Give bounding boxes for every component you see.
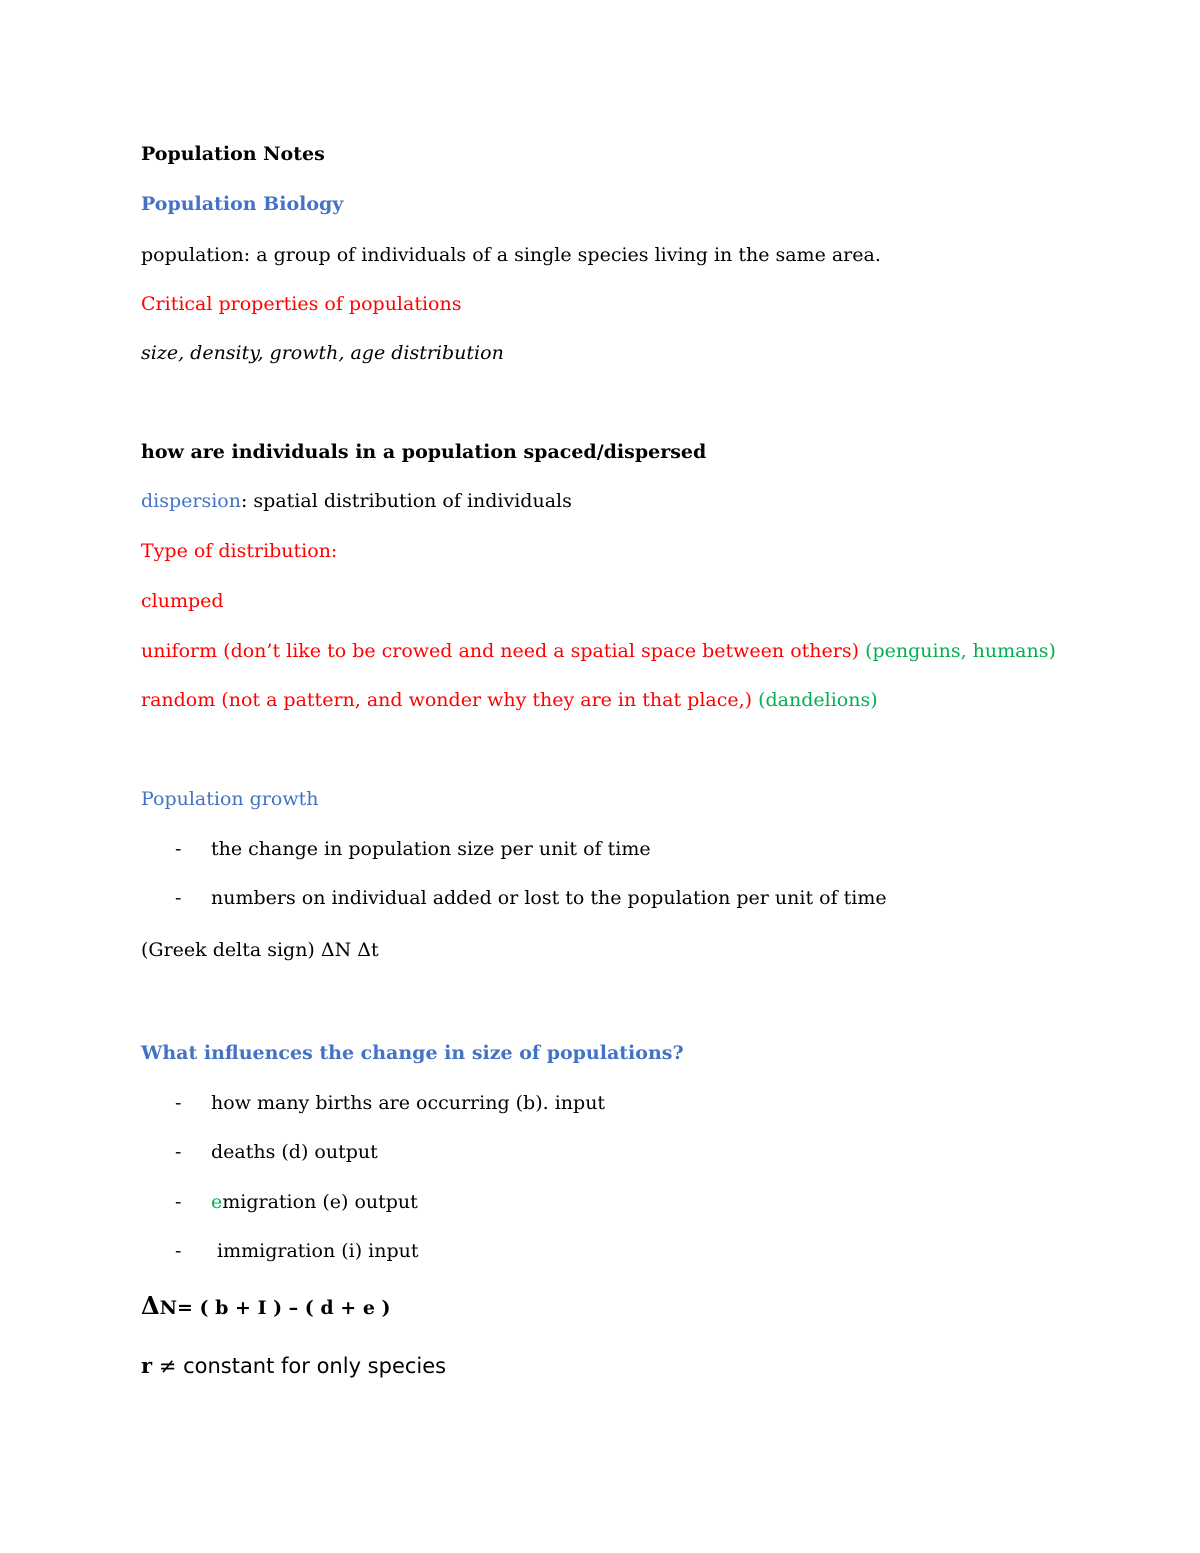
emigration-prefix: e xyxy=(211,1191,223,1213)
bullet-text: deaths (d) output xyxy=(211,1141,378,1163)
distribution-random xyxy=(141,688,878,712)
delta-symbols: ΔN Δt xyxy=(320,939,379,961)
delta-sign-label: (Greek delta sign) xyxy=(141,939,315,961)
population-growth-heading: Population growth xyxy=(141,788,319,810)
section-heading-population-biology: Population Biology xyxy=(141,193,344,215)
random-text: random (not a pattern, and wonder why they are in that place,) xyxy=(141,689,753,711)
equation-body: N= ( b + I ) – ( d + e ) xyxy=(159,1297,391,1319)
growth-rate-line xyxy=(141,1354,446,1378)
page-title: Population Notes xyxy=(141,143,325,165)
bullet-dash: - xyxy=(175,1191,182,1213)
bullet-text: migration (e) output xyxy=(222,1191,418,1213)
bullet-dash: - xyxy=(175,1240,182,1262)
bullet-text: how many births are occurring (b). input xyxy=(211,1092,606,1114)
uniform-example: (penguins, humans) xyxy=(865,640,1056,662)
r-text: constant for only species xyxy=(183,1354,447,1378)
bullet-text: numbers on individual added or lost to the population per unit of time xyxy=(211,887,887,909)
random-example: (dandelions) xyxy=(758,689,878,711)
not-equal-symbol: ≠ xyxy=(158,1354,177,1378)
influence-bullet-deaths xyxy=(175,1140,378,1164)
critical-properties-list: size, density, growth, age distribution xyxy=(141,342,504,364)
bullet-dash: - xyxy=(175,887,182,909)
population-change-equation xyxy=(141,1291,391,1320)
bullet-text: the change in population size per unit of time xyxy=(211,838,651,860)
influence-bullet-immigration xyxy=(175,1239,419,1263)
dispersion-def-text: : spatial distribution of individuals xyxy=(240,490,572,512)
dispersion-term: dispersion xyxy=(141,490,241,512)
dispersion-definition xyxy=(141,489,572,513)
equation-delta: Δ xyxy=(141,1291,160,1320)
growth-bullet-2 xyxy=(175,886,887,910)
distribution-types-heading: Type of distribution: xyxy=(141,540,338,562)
bullet-dash: - xyxy=(175,1092,182,1114)
influence-bullet-births xyxy=(175,1091,605,1115)
influence-bullet-emigration xyxy=(175,1190,418,1214)
uniform-text: uniform (don’t like to be crowed and need a spatial space between others) xyxy=(141,640,860,662)
bullet-text: immigration (i) input xyxy=(211,1240,419,1262)
bullet-dash: - xyxy=(175,1141,182,1163)
influences-heading: What influences the change in size of populations? xyxy=(141,1042,684,1064)
r-symbol: r xyxy=(141,1353,153,1378)
distribution-clumped: clumped xyxy=(141,590,224,612)
delta-sign-line xyxy=(141,938,379,962)
distribution-uniform xyxy=(141,639,1056,663)
dispersion-question-heading: how are individuals in a population spaced/dispersed xyxy=(141,441,707,463)
population-definition: population: a group of individuals of a single species living in the same area. xyxy=(141,244,881,266)
growth-bullet-1 xyxy=(175,837,651,861)
critical-properties-heading: Critical properties of populations xyxy=(141,293,462,315)
bullet-dash: - xyxy=(175,838,182,860)
